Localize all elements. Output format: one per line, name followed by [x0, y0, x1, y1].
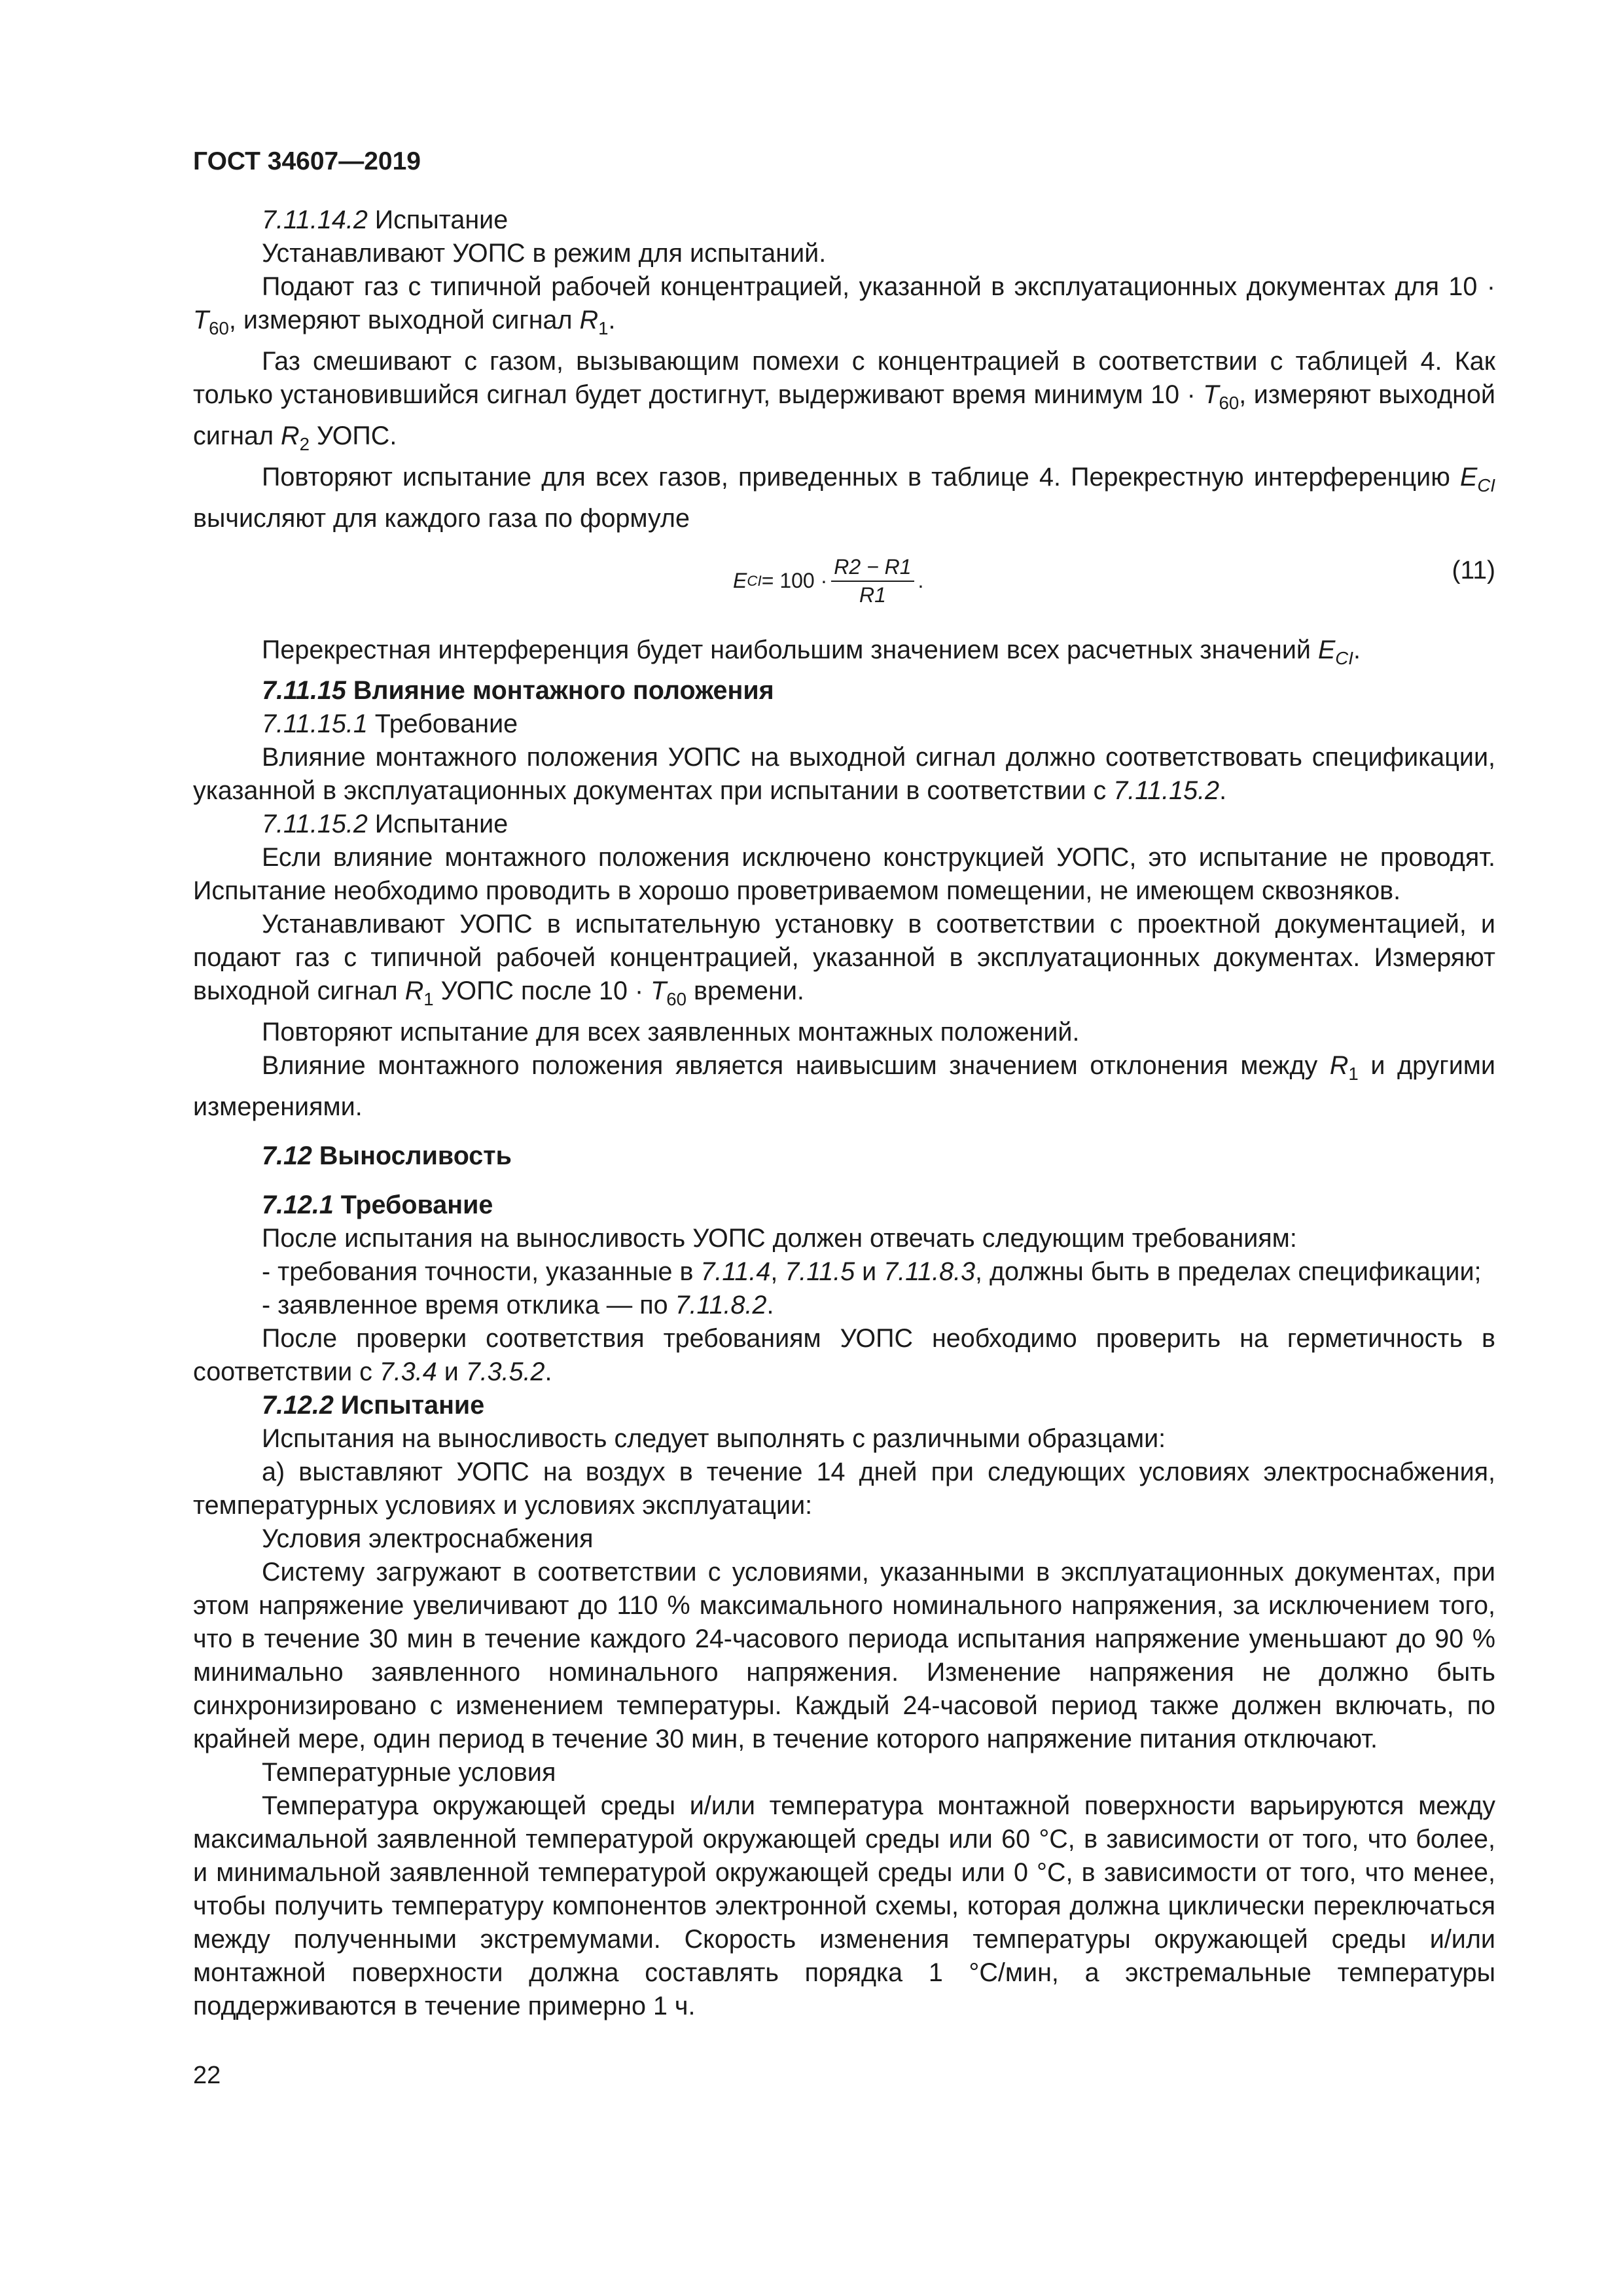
paragraph: Влияние монтажного положения УОПС на выходной сигнал должно соответствовать спецификации, указанной в эксплуатационных документах при испытании в соответствии с 7.11.15.2. — [193, 743, 1495, 806]
paragraph: После испытания на выносливость УОПС должен отвечать следующим требованиям: — [262, 1224, 1297, 1253]
formula-number: (11) — [1452, 556, 1495, 584]
paragraph-heading: Условия электроснабжения — [262, 1524, 594, 1554]
clause-heading: 7.11.14.2 Испытание — [262, 206, 508, 234]
paragraph: Устанавливают УОПС в режим для испытаний. — [262, 239, 827, 268]
paragraph: Испытания на выносливость следует выполнять с различными образцами: — [262, 1424, 1166, 1454]
subsection-heading: 7.12.1 Требование — [262, 1191, 493, 1220]
list-item: - заявленное время отклика — по 7.11.8.2. — [262, 1291, 774, 1320]
formula-numerator: R2 − R1 — [831, 555, 914, 582]
list-item: - требования точности, указанные в 7.11.4, 7.11.5 и 7.11.8.3, должны быть в пределах спецификации; — [262, 1257, 1482, 1287]
paragraph: а) выставляют УОПС на воздух в течение 14 дней при следующих условиях электроснабжения, температурных условиях и условиях эксплуатации: — [193, 1458, 1495, 1520]
paragraph: Подают газ с типичной рабочей концентрацией, указанной в эксплуатационных документах для $10 \cdot T_{60}$, измеряют выходной сигнал $R_1$. — [193, 272, 1495, 338]
document-header: ГОСТ 34607—2019 — [193, 147, 421, 175]
paragraph: После проверки соответствия требованиям УОПС необходимо проверить на герметичность в соответствии с 7.3.4 и 7.3.5.2. — [193, 1324, 1495, 1387]
formula-body: E CI = 100 · $\frac{R2 - R1}{R1}$ . — [733, 554, 924, 607]
paragraph: Влияние монтажного положения является наивысшим значением отклонения между $R_1$ и другими измерениями. — [193, 1051, 1495, 1122]
paragraph: Перекрестная интерференция будет наибольшим значением всех расчетных значений $E_{CI}$. — [262, 635, 1361, 668]
paragraph-heading: Температурные условия — [262, 1758, 556, 1787]
clause-heading: 7.11.15.2 Испытание — [262, 810, 508, 839]
clause-heading: 7.11.15.1 Требование — [262, 709, 518, 739]
paragraph: Повторяют испытание для всех заявленных монтажных положений. — [262, 1018, 1080, 1047]
section-heading: 7.12 Выносливость — [262, 1141, 512, 1171]
formula-fraction — [831, 555, 914, 607]
paragraph: Устанавливают УОПС в испытательную установку в соответствии с проектной документацией, и подают газ с типичной рабочей концентрацией, указанной в эксплуатационных документах. Измеряют выходной сигнал $R_1$ УОПС после $10 \cdot T_{60}$ времени. — [193, 910, 1495, 1010]
formula-denominator: R1 — [859, 583, 886, 607]
paragraph: Температура окружающей среды и/или температура монтажной поверхности варьируются между максимальной заявленной температурой окружающей среды или 60 °С, в зависимости от того, что более, и минимальной заявленной температурой окружающей среды или 0 °С, в зависимости от того, что менее, чтобы получить температуру компонентов электронной схемы, которая должна циклически переключаться между полученными экстремумами. Скорость изменения температуры окружающей среды и/или монтажной поверхности должна составлять порядка 1 °С/мин, а экстремальные температуры поддерживаются в течение примерно 1 ч. — [193, 1791, 1495, 2021]
page-number: 22 — [193, 2062, 221, 2089]
paragraph: Повторяют испытание для всех газов, приведенных в таблице 4. Перекрестную интерференцию $E_{CI}$ вычисляют для каждого газа по формуле — [193, 462, 1495, 533]
formula-11 — [193, 535, 1495, 634]
paragraph: Если влияние монтажного положения исключено конструкцией УОПС, это испытание не проводят. Испытание необходимо проводить в хорошо проветриваемом помещении, не имеющем сквозняков. — [193, 843, 1495, 906]
paragraph: Газ смешивают с газом, вызывающим помехи с концентрацией в соответствии с таблицей 4. Как только установившийся сигнал будет достигнут, выдерживают время минимум $10 \cdot T_{60}$, измеряют выходной сигнал $R_2$ УОПС. — [193, 346, 1495, 454]
paragraph: Систему загружают в соответствии с условиями, указанными в эксплуатационных документах, при этом напряжение увеличивают до 110 % максимального номинального напряжения, за исключением того, что в течение 30 мин в течение каждого 24-часового периода испытания напряжение уменьшают до 90 % минимально заявленного номинального напряжения. Изменение напряжения не должно быть синхронизировано с изменением температуры. Каждый 24-часовой период также должен включать, по крайней мере, один период в течение 30 мин, в течение которого напряжение питания отключают. — [193, 1558, 1495, 1754]
section-heading: 7.11.15 Влияние монтажного положения — [262, 676, 774, 706]
subsection-heading: 7.12.2 Испытание — [262, 1391, 485, 1420]
document-page — [193, 147, 1495, 2023]
